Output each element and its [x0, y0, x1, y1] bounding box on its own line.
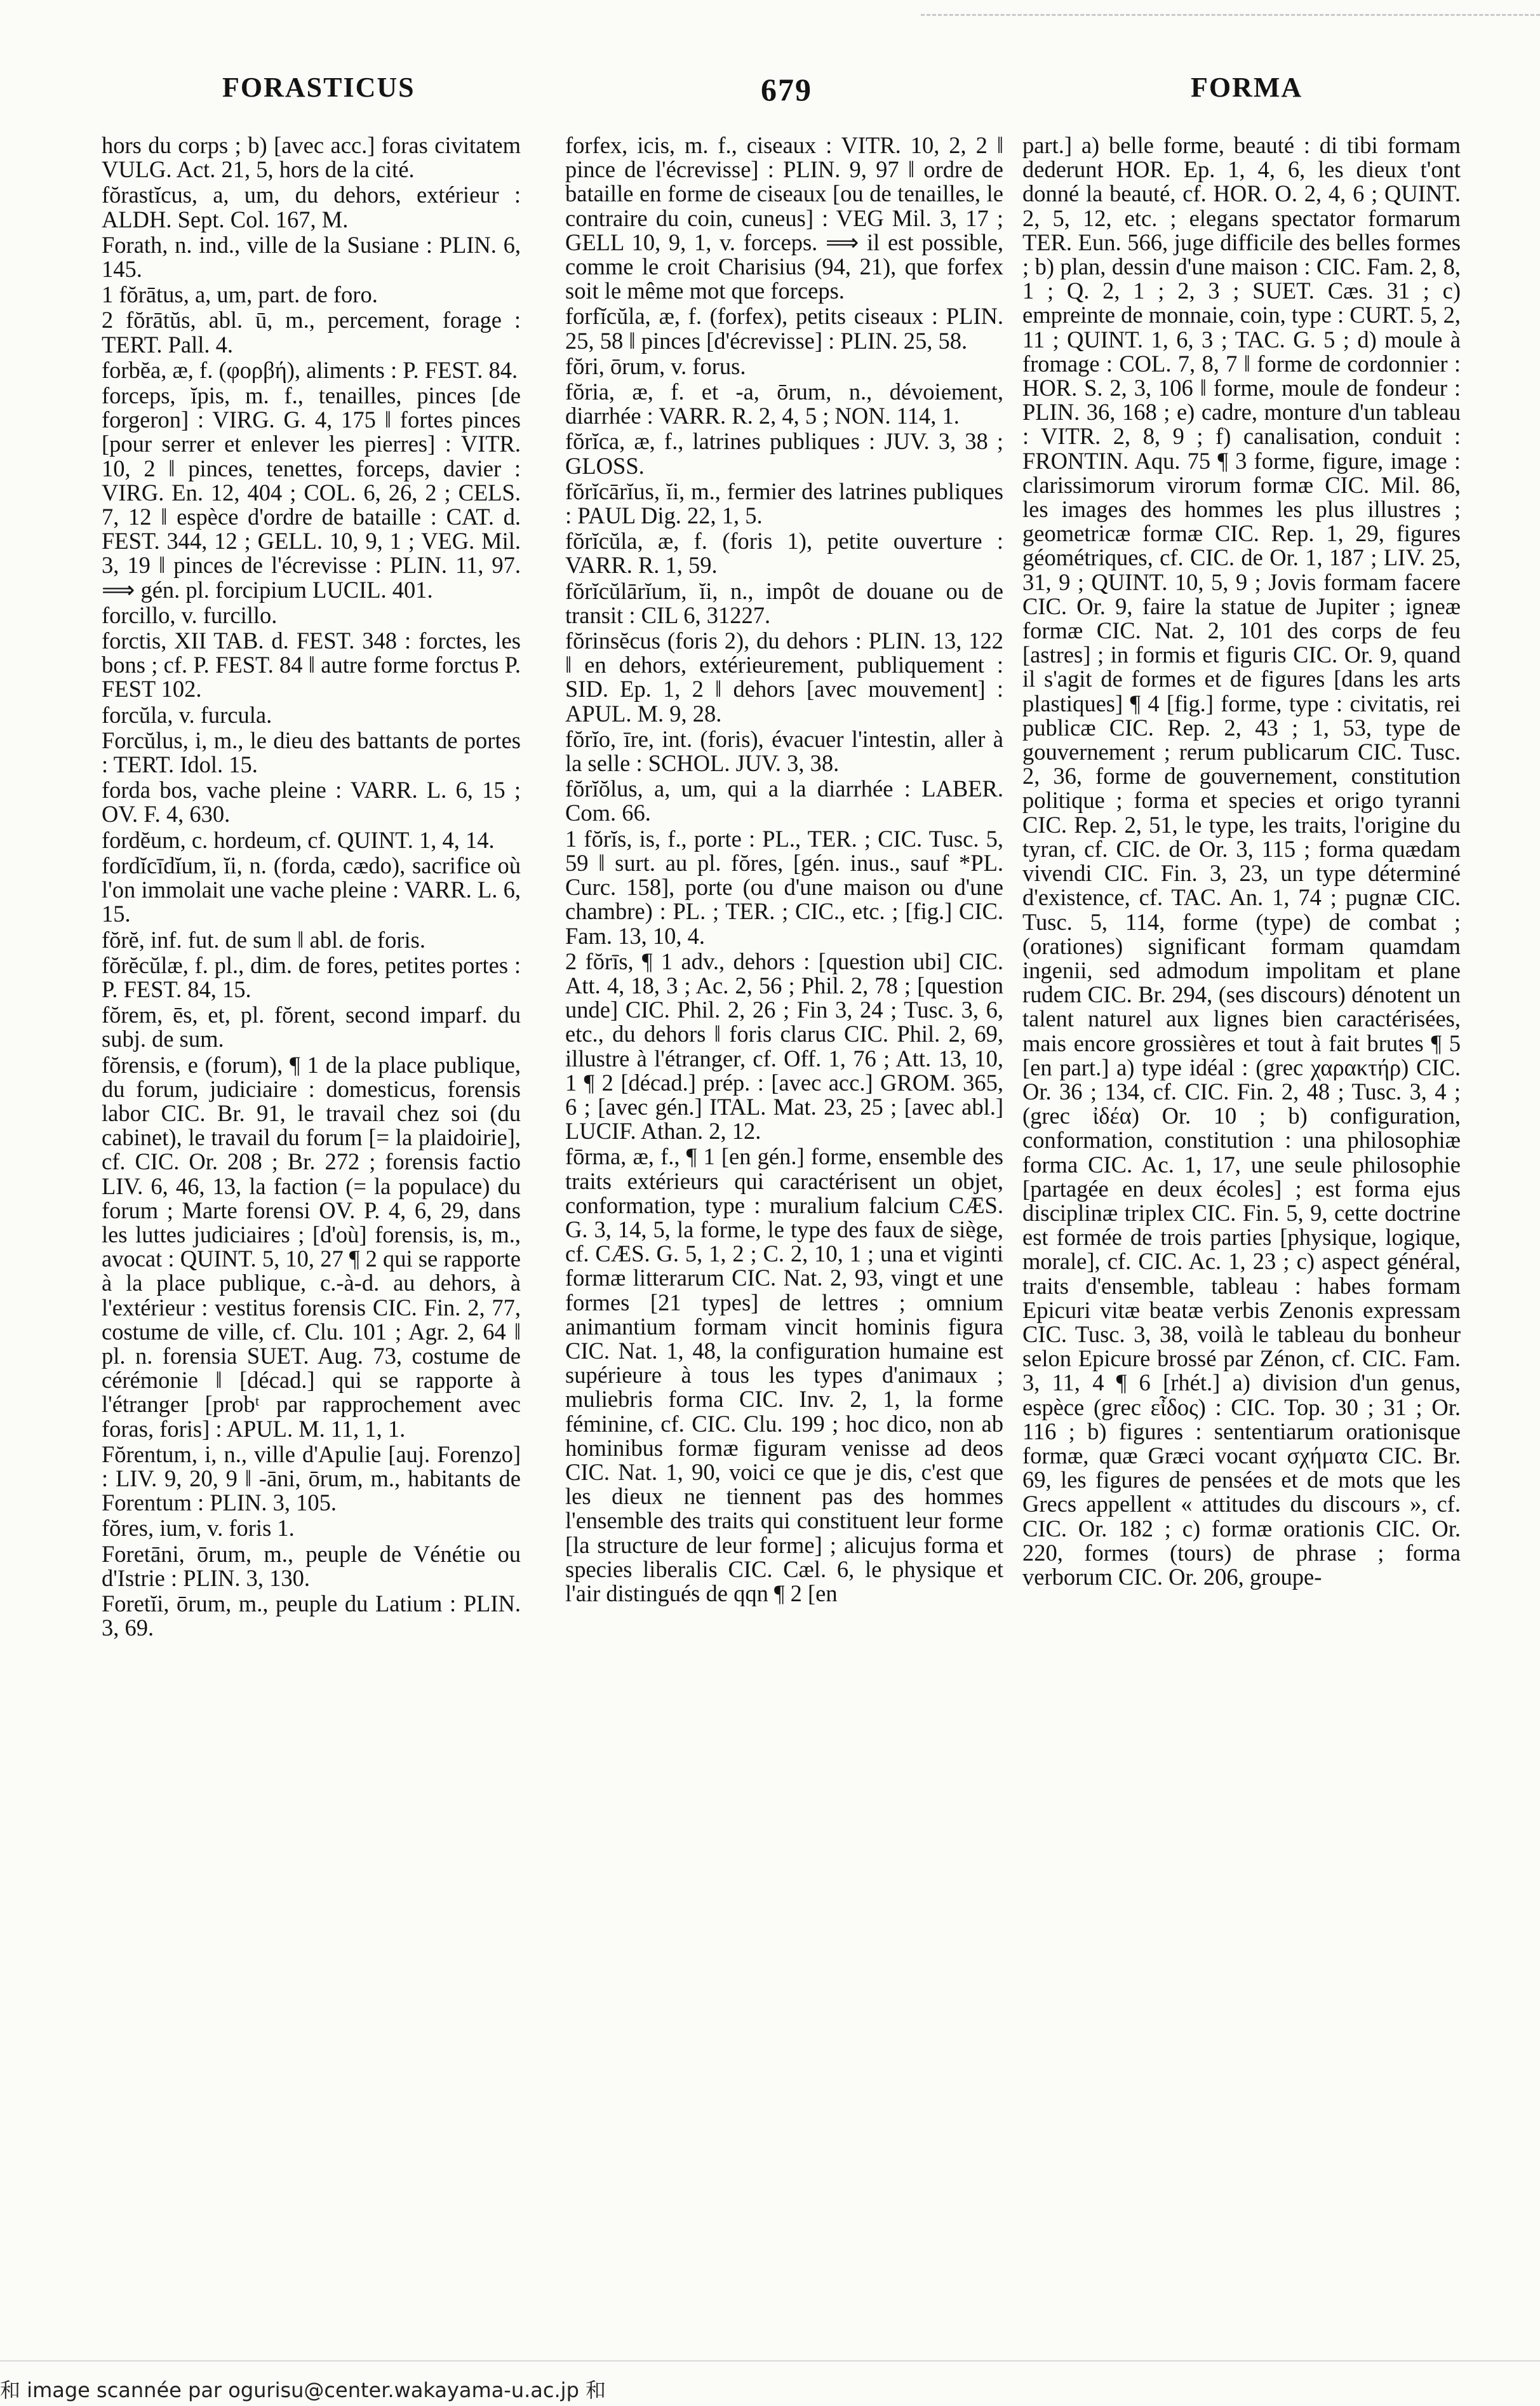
dictionary-entry: hors du corps ; b) [avec acc.] foras civitatem VULG. Act. 21, 5, hors de la cité. — [102, 132, 521, 183]
running-head-left: FORASTICUS — [222, 72, 415, 103]
dictionary-entry: forfĭcŭla, æ, f. (forfex), petits ciseaux : PLIN. 25, 58 ‖ pinces [d'écrevisse] : PLIN. 25, 58. — [565, 303, 1003, 354]
dictionary-entry: fŏrĭcārĭus, ĭi, m., fermier des latrines publiques : PAUL Dig. 22, 1, 5. — [565, 478, 1003, 529]
dictionary-entry: fŏrĭcŭla, æ, f. (foris 1), petite ouverture : VARR. R. 1, 59. — [565, 528, 1003, 579]
dictionary-entry: fŏrĕ, inf. fut. de sum ‖ abl. de foris. — [102, 926, 425, 953]
dictionary-entry: fŏrem, ēs, et, pl. fŏrent, second imparf. du subj. de sum. — [102, 1002, 521, 1052]
dictionary-entry: Foretĭi, ōrum, m., peuple du Latium : PLIN. 3, 69. — [102, 1590, 521, 1641]
dictionary-entry: fŏri, ōrum, v. forus. — [565, 353, 746, 379]
footer-rule — [0, 2360, 1540, 2362]
dictionary-entry: fŏrĭca, æ, f., latrines publiques : JUV. 3, 38 ; GLOSS. — [565, 428, 1003, 479]
dictionary-entry: 1 fŏrātus, a, um, part. de foro. — [102, 281, 378, 308]
dictionary-entry: Forcŭlus, i, m., le dieu des battants de portes : TERT. Idol. 15. — [102, 727, 521, 778]
dictionary-entry: fordĭcīdĭum, ĭi, n. (forda, cædo), sacrifice où l'on immolait une vache pleine : VARR. L. 6, 15. — [102, 852, 521, 927]
dictionary-entry: 2 fŏrīs, ¶ 1 adv., dehors : [question ubi] CIC. Att. 4, 18, 3 ; Ac. 2, 56 ; Phil. 2, 78 ; [question unde] CIC. Phil. 2, 26 ; Fin 3, 24 ; Tusc. 3, 6, etc., du dehors ‖ foris clarus CIC. Phil. 2, 69, illustre à l'étranger, cf. Off. 1, 76 ; Att. 13, 10, 1 ¶ 2 [décad.] prép. : [avec acc.] GROM. 365, 6 ; [avec gén.] ITAL. Mat. 23, 25 ; [avec abl.] LUCIF. Athan. 2, 12. — [565, 948, 1003, 1145]
scan-credit: 和 image scannée par ogurisu@center.wakayama-u.ac.jp 和 — [0, 2378, 606, 2402]
column-middle — [565, 133, 1003, 1607]
dictionary-entry: forceps, ĭpis, m. f., tenailles, pinces [de forgeron] : VIRG. G. 4, 175 ‖ fortes pinces [pour serrer et enlever les pierres] : VITR. 10, 2 ‖ pinces, tenettes, forceps, davier : VIRG. En. 12, 404 ; COL. 6, 26, 2 ; CELS. 7, 12 ‖ espèce d'ordre de bataille : CAT. d. FEST. 344, 12 ; GELL. 10, 9, 1 ; VEG. Mil. 3, 19 ‖ pinces de l'écrevisse : PLIN. 11, 97. ⟹ gén. pl. forcipium LUCIL. 401. — [102, 382, 521, 603]
dictionary-entry: Fŏrentum, i, n., ville d'Apulie [auj. Forenzo] : LIV. 9, 20, 9 ‖ -āni, ōrum, m., habitants de Forentum : PLIN. 3, 105. — [102, 1441, 521, 1516]
scan-top-border — [921, 14, 1540, 16]
dictionary-entry: fŏrinsĕcus (foris 2), du dehors : PLIN. 13, 122 ‖ en dehors, extérieurement, publiquement : SID. Ep. 1, 2 ‖ dehors [avec mouvement] : APUL. M. 9, 28. — [565, 628, 1003, 727]
dictionary-entry: Forath, n. ind., ville de la Susiane : PLIN. 6, 145. — [102, 231, 521, 283]
column-right — [1022, 133, 1461, 1590]
dictionary-entry: forcŭla, v. furcula. — [102, 701, 272, 728]
dictionary-entry: fŏrĭo, īre, int. (foris), évacuer l'intestin, aller à la selle : SCHOL. JUV. 3, 38. — [565, 725, 1003, 777]
dictionary-entry: forda bos, vache pleine : VARR. L. 6, 15 ; OV. F. 4, 630. — [102, 777, 521, 828]
dictionary-entry: fŏrĕcŭlæ, f. pl., dim. de fores, petites portes : P. FEST. 84, 15. — [102, 951, 521, 1002]
dictionary-entry: fŏria, æ, f. et -a, ōrum, n., dévoiement, diarrhée : VARR. R. 2, 4, 5 ; NON. 114, 1. — [565, 379, 1003, 429]
dictionary-entry: forctis, XII TAB. d. FEST. 348 : forctes, les bons ; cf. P. FEST. 84 ‖ autre forme forctus P. FEST 102. — [102, 628, 521, 702]
dictionary-entry: 2 fŏrātŭs, abl. ū, m., percement, forage : TERT. Pall. 4. — [102, 307, 521, 358]
dictionary-entry: fŏrastĭcus, a, um, du dehors, extérieur : ALDH. Sept. Col. 167, M. — [102, 182, 521, 232]
dictionary-entry: fŏrensis, e (forum), ¶ 1 de la place publique, du forum, judiciaire : domesticus, forensis labor CIC. Br. 91, le travail chez soi (du cabinet), le travail du forum [= la plaidoirie], cf. CIC. Or. 208 ; Br. 272 ; forensis factio LIV. 6, 46, 13, la faction (= la populace) du forum ; Marte forensi OV. P. 4, 6, 29, dans les luttes judiciaires ; [d'où] forensis, is, m., avocat : QUINT. 5, 10, 27 ¶ 2 qui se rapporte à la place publique, c.-à-d. au dehors, à l'extérieur : vestitus forensis CIC. Fin. 2, 77, costume de ville, cf. Clu. 101 ; Agr. 2, 64 ‖ pl. n. forensia SUET. Aug. 73, costume de cérémonie ‖ [décad.] qui se rapporte à l'étranger [probᵗ par rapprochement avec foras, foris] : APUL. M. 11, 1, 1. — [102, 1051, 521, 1442]
dictionary-entry: forfex, icis, m. f., ciseaux : VITR. 10, 2, 2 ‖ pince de l'écrevisse] : PLIN. 9, 97 ‖ ordre de bataille en forme de ciseaux [ou de tenailles, le contraire du coin, cuneus] : VEG Mil. 3, 17 ; GELL 10, 9, 1, v. forceps. ⟹ il est possible, comme le croit Charisius (94, 21), que forfex soit le même mot que forceps. — [565, 132, 1003, 304]
dictionary-entry: 1 fŏrĭs, is, f., porte : PL., TER. ; CIC. Tusc. 5, 59 ‖ surt. au pl. fŏres, [gén. inus., sauf *PL. Curc. 158], porte (ou d'une maison ou d'une chambre) : PL. ; TER. ; CIC., etc. ; [fig.] CIC. Fam. 13, 10, 4. — [565, 825, 1003, 949]
column-left — [102, 133, 521, 1641]
dictionary-entry: forbĕa, æ, f. (φορβή), aliments : P. FEST. 84. — [102, 356, 518, 383]
dictionary-entry: fōrma, æ, f., ¶ 1 [en gén.] forme, ensemble des traits extérieurs qui caractérisent un objet, conformation, type : muralium falcium CÆS. G. 3, 14, 5, la forme, le type des faux de siège, cf. CÆS. G. 5, 1, 2 ; C. 2, 10, 1 ; una et viginti formæ litterarum CIC. Nat. 2, 93, vingt et une formes [21 types] de lettres ; omnium animantium formam vincit hominis figura CIC. Nat. 1, 48, la configuration humaine est supérieure à tous les types d'animaux ; muliebris forma CIC. Inv. 2, 1, la forme féminine, cf. CIC. Clu. 199 ; hoc dico, non ab hominibus formæ figuram venisse ad deos CIC. Nat. 1, 90, voici ce que je dis, c'est que les dieux ne tiennent pas des hommes l'ensemble des traits qui constituent leur forme [la structure de leur forme] ; alicujus forma et species liberalis CIC. Cæl. 6, le physique et l'air distingués de qqn ¶ 2 [en — [565, 1143, 1003, 1606]
running-head-right: FORMA — [1191, 72, 1303, 103]
dictionary-entry: fŏrĭŏlus, a, um, qui a la diarrhée : LABER. Com. 66. — [565, 776, 1003, 826]
dictionary-entry: forcillo, v. furcillo. — [102, 602, 278, 628]
dictionary-entry: fŏres, ium, v. foris 1. — [102, 1515, 295, 1542]
dictionary-entry: part.] a) belle forme, beauté : di tibi formam dederunt HOR. Ep. 1, 4, 6, les dieux t'ont donné la beauté, cf. HOR. O. 2, 4, 6 ; QUINT. 2, 5, 12, etc. ; elegans spectator formarum TER. Eun. 566, juge difficile des belles formes ; b) plan, dessin d'une maison : CIC. Fam. 2, 8, 1 ; Q. 2, 1 ; 2, 3 ; SUET. Cæs. 31 ; c) empreinte de monnaie, coin, type : CURT. 5, 2, 11 ; QUINT. 1, 6, 3 ; TAC. G. 5 ; d) moule à fromage : COL. 7, 8, 7 ‖ forme de cordonnier : HOR. S. 2, 3, 106 ‖ forme, moule de fondeur : PLIN. 36, 168 ; e) cadre, monture d'un tableau : VITR. 2, 8, 9 ; f) canalisation, conduit : FRONTIN. Aqu. 75 ¶ 3 forme, figure, image : clarissimorum virorum formæ CIC. Mil. 86, les images des hommes les plus illustres ; geometricæ formæ CIC. Rep. 1, 29, figures géométriques, cf. CIC. de Or. 1, 187 ; LIV. 25, 31, 9 ; QUINT. 10, 5, 9 ; Jovis formam facere CIC. Or. 9, faire la statue de Jupiter ; igneæ formæ CIC. Nat. 2, 101 des corps de feu [astres] ; in formis et figuris CIC. Or. 9, quand il s'agit de formes et de figures [dans les arts plastiques] ¶ 4 [fig.] forme, type : civitatis, rei publicæ CIC. Rep. 2, 43 ; 1, 53, type de gouvernement ; rerum publicarum CIC. Tusc. 2, 36, forme de gouvernement, constitution politique ; forma et species et origo tyranni CIC. Rep. 2, 51, le type, les traits, l'origine du tyran, cf. CIC. de Or. 3, 115 ; forma quædam vivendi CIC. Fin. 3, 23, un type déterminé d'existence, cf. TAC. An. 1, 74 ; pugnæ CIC. Tusc. 5, 114, forme (type) de combat ; (orationes) significant formam quamdam ingenii, sed admodum impolitam et plane rudem CIC. Br. 294, (ses discours) dénotent un talent naturel aux lignes bien caractérisées, mais encore grossières et tout à fait brutes ¶ 5 [en part.] a) type idéal : (grec χαρακτήρ) CIC. Or. 36 ; 134, cf. CIC. Fin. 2, 48 ; Tusc. 3, 4 ; (grec ἰδέα) Or. 10 ; b) configuration, conformation, constitution : una philosophiæ forma CIC. Ac. 1, 17, une seule philosophie [partagée en deux écoles] ; est forma ejus disciplinæ triplex CIC. Fin. 5, 9, cette doctrine est formée de trois parties [physique, logique, morale], cf. CIC. Ac. 1, 23 ; c) aspect général, traits d'ensemble, tableau : habes formam Epicuri vitæ beatæ verbis Zenonis expressam CIC. Tusc. 3, 38, voilà le tableau du bonheur selon Epicure brossé par Zénon, cf. CIC. Fam. 3, 11, 4 ¶ 6 [rhét.] a) division d'un genus, espèce (grec εἶδος) : CIC. Top. 30 ; 31 ; Or. 116 ; b) figures : sententiarum orationisque formæ, quæ Græci vocant σχήματα CIC. Br. 69, les figures de pensées et de mots que les Grecs appellent « attitudes du discours », cf. CIC. Or. 182 ; c) formæ orationis CIC. Or. 220, formes (tours) de phrase ; forma verborum CIC. Or. 206, groupe- — [1022, 132, 1461, 1590]
dictionary-entry: Foretāni, ōrum, m., peuple de Vénétie ou d'Istrie : PLIN. 3, 130. — [102, 1540, 521, 1591]
dictionary-entry: fŏrĭcŭlārĭum, ĭi, n., impôt de douane ou de transit : CIL 6, 31227. — [565, 577, 1003, 628]
dictionary-entry: fordĕum, c. hordeum, cf. QUINT. 1, 4, 14. — [102, 826, 495, 853]
page-number: 679 — [761, 72, 812, 107]
